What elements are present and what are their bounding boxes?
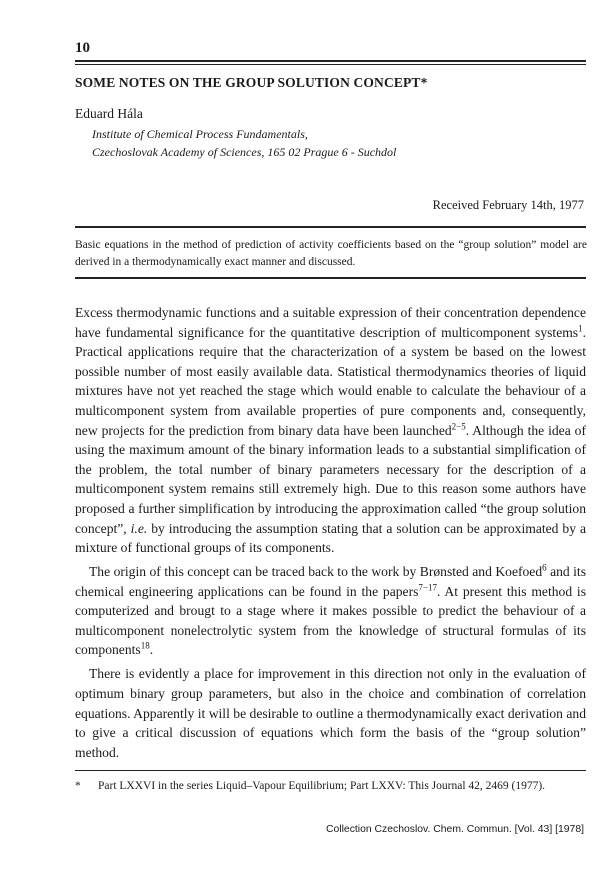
journal-citation: Collection Czechoslov. Chem. Commun. [Vol. 43] [1978]: [326, 824, 584, 835]
paragraph: Excess thermodynamic functions and a suitable expression of their concentration dependence have fundamental significance for the quantitative description of multicomponent systems$^1$. Practical applications require that the characterization of a system be based on the lowest possible number of most easily available data. Statistical thermodynamics theories of liquid mixtures have not yet reached the stage which would enable to calculate the behaviour of a multicomponent system from available properties of pure components and, consequently, new projects for the prediction from binary data have been launched$^{2-5}$. Although the idea of using the maximum amount of the binary information leads to a substantial simplification of the problem, the total number of binary parameters necessary for the description of a multicomponent system remains still extremely high. Due to this reason some authors have proposed a further simplification by introducing the approximation called “the group solution concept”, i.e. by introducing the assumption stating that a solution can be approximated by a mixture of functional groups of its components.: [75, 305, 586, 556]
page-number: 10: [75, 40, 90, 56]
paper-title: SOME NOTES ON THE GROUP SOLUTION CONCEPT*: [75, 75, 428, 90]
footnote: * Part LXXVI in the series Liquid–Vapour Equilibrium; Part LXXV: This Journal 42, 2469 (1977).: [75, 780, 546, 792]
abstract: Basic equations in the method of prediction of activity coefficients based on the “group solution” model are derived in a thermodynamically exact manner and discussed.: [75, 239, 587, 268]
italic-ie: i.e.: [130, 520, 148, 536]
paragraph: The origin of this concept can be traced back to the work by Brønsted and Koefoed$^6$ and its chemical engineering applications can be found in the papers$^{7-17}$. At present this method is computerized and brougt to a stage where it makes possible to predict the behaviour of a multicomponent nonelectrolytic system from the knowledge of structural formulas of its components$^{18}$.: [75, 562, 586, 658]
citation: 7−17: [418, 582, 437, 593]
body-text: [75, 303, 586, 762]
abstract-bottom-rule: [75, 277, 586, 279]
affiliation-line: Institute of Chemical Process Fundamentals,: [92, 127, 308, 141]
header-rule: [75, 60, 586, 62]
author-name: Eduard Hála: [75, 106, 143, 121]
paragraph: There is evidently a place for improvement in this direction not only in the evaluation of optimum binary group parameters, but also in the choice and combination of correlation equations. Apparently it will be desirable to outline a thermodynamically exact derivation and to give a critical discussion of equations which form the basis of the “group solution” method.: [75, 666, 586, 760]
affiliation-line: Czechoslovak Academy of Sciences, 165 02 Prague 6 - Suchdol: [92, 145, 397, 159]
citation: 6: [542, 562, 547, 573]
citation: 1: [578, 323, 583, 334]
citation: 18: [140, 640, 150, 651]
received-date: Received February 14th, 1977: [432, 198, 584, 212]
abstract-top-rule: [75, 226, 586, 228]
header-rule-thin: [75, 64, 586, 65]
footnote-rule: [75, 770, 586, 771]
citation: 2−5: [451, 421, 466, 432]
